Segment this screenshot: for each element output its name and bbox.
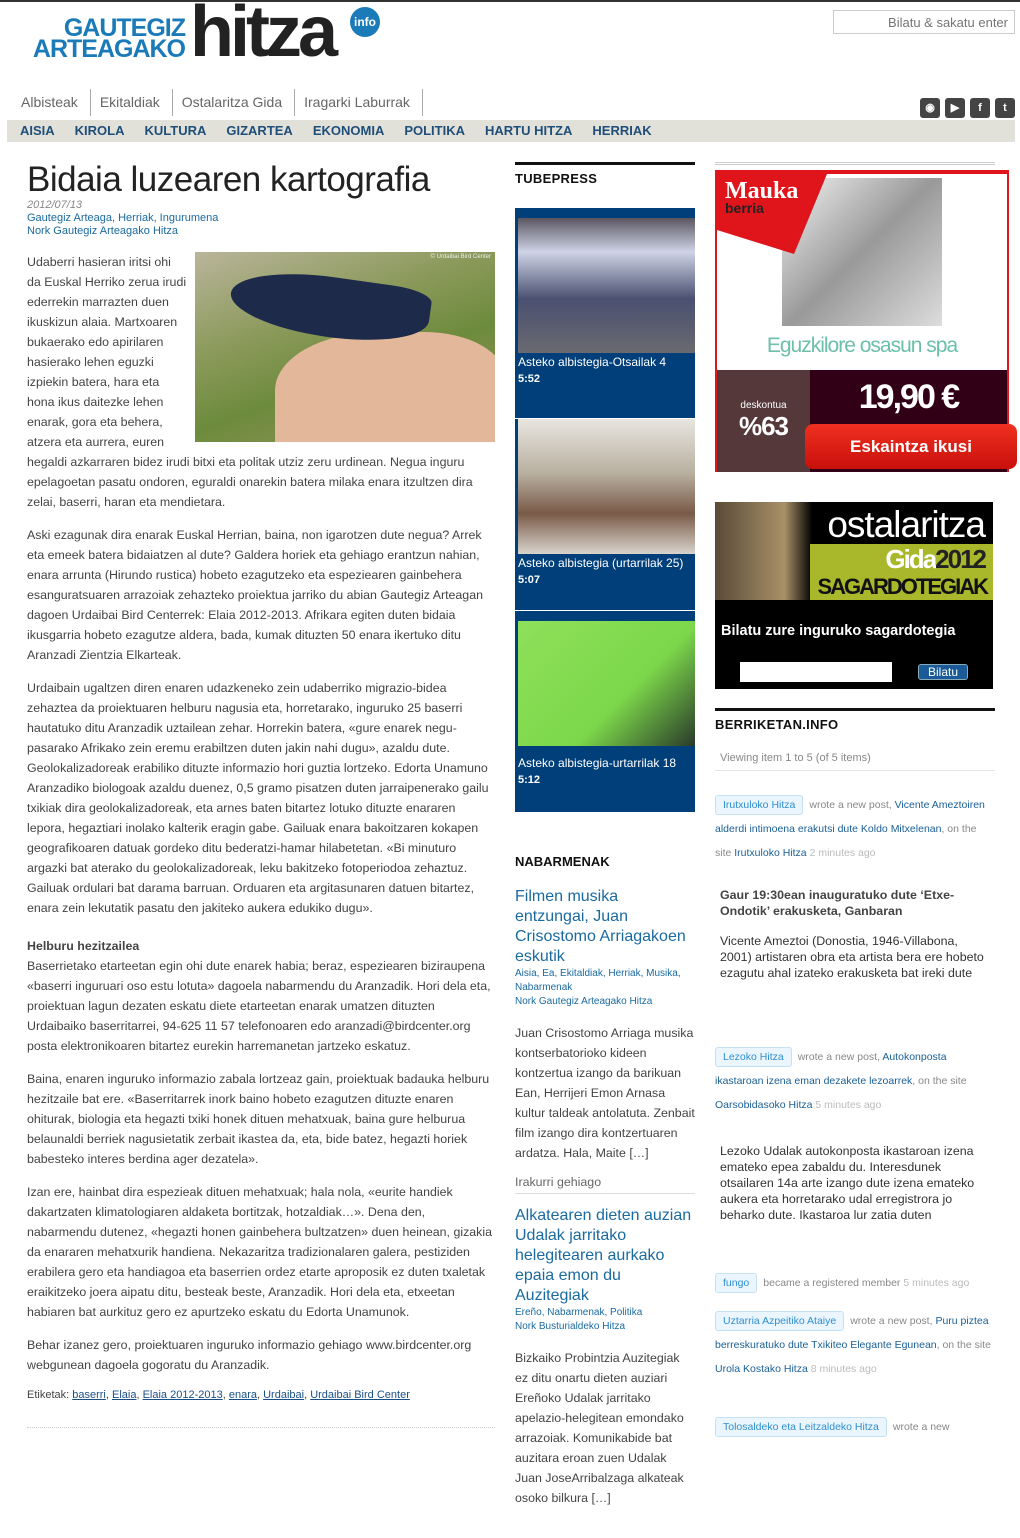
top-nav [12, 89, 423, 116]
video-thumbnail[interactable] [518, 621, 695, 746]
price: 19,90 € [810, 370, 1007, 472]
cat-kultura[interactable]: KULTURA [144, 123, 207, 138]
divider [27, 1427, 495, 1428]
tag-link[interactable]: Elaia [112, 1389, 137, 1401]
paragraph: Aski ezagunak dira enarak Euskal Herrian, baina, non igarotzen dute negua? Arrek eta emeek batera bidaiatzen al dute? Galdera horiek eta gehiago erantzun nahian, enara arrunta (Hirundo rustica) hobeto ezagutzeko eta espeziearen gainbehera esanguratsuaren arrazoiak zehazteko proiektua jarriko du abian Gautegiz Arteagan dagoen Urdaibai Bird Centerrek: Elaia 2012-2013. Afrikara egiten duten bidaia ikusgarria hobeto ezagutze aldera, bada, kumak dituzten 50 enara ikertuko ditu Aranzadi Zientzia Elkarteak. [27, 528, 483, 662]
read-more-link[interactable]: Irakurri gehiago [515, 1175, 695, 1194]
mauka-ad[interactable]: Mauka berria Eguzkilore osasun spa deskontua %63 19,90 € Eskaintza ikusi [715, 170, 1009, 472]
category-bar [7, 120, 1015, 142]
video-item[interactable]: Asteko albistegia (urtarrilak 25) 5:07 [515, 419, 695, 610]
tag-link[interactable]: Urdaibai Bird Center [310, 1389, 410, 1401]
post-title[interactable]: Filmen musika entzungai, Juan Crisostomo Arriagakoen eskutik [515, 888, 686, 965]
cat-aisia[interactable]: AISIA [20, 123, 55, 138]
article-title: Bidaia luzearen kartografia [27, 160, 430, 199]
cat-ekonomia[interactable]: EKONOMIA [312, 123, 385, 138]
logo-text[interactable]: GAUTEGIZ ARTEAGAKO [32, 14, 185, 63]
nav-iragarki[interactable]: Iragarki Laburrak [295, 89, 423, 116]
subheading: Helburu hezitzailea [27, 939, 140, 953]
video-thumbnail[interactable] [518, 218, 695, 353]
cat-kirola[interactable]: KIROLA [74, 123, 125, 138]
youtube-icon[interactable]: ▶ [945, 98, 965, 118]
article-categories[interactable]: Gautegiz Arteaga, Herriak, Ingurumena [27, 212, 219, 224]
swallow-photo: © Urdaibai Bird Center [195, 252, 495, 442]
video-item[interactable]: Asteko albistegia-Otsailak 4 5:52 [515, 208, 695, 418]
video-item[interactable]: Asteko albistegia-urtarrilak 18 5:12 [515, 611, 695, 812]
activity-item: Tolosaldeko eta Leitzaldeko Hitza wrote a new [715, 1415, 995, 1439]
middle-column: TUBEPRESS Asteko albistegia-Otsailak 4 5:52 Asteko albistegia (urtarrilak 25) 5:07 Asteko albistegia-urtarrilak 18 5:12 NABARMENAK Filmen musika entzungai, Juan Crisostomo Arriagakoen eskutik Aisia, Ea, Ekitaldiak, Herriak, Musika, Nabarmenak Nork Gautegiz Arteagako Hitza Juan Crisostomo Arriaga musika kontserbatorioko kideen kontzertua izango da barikuan Ean, Herrijeri Emon Arnasa kultur taldeak antolatuta. Zenbait film izango dira kontzertuaren ardatza. Hala, Maite […] Irakurri gehiago Alkatearen dieten auzian Udalak jarritako helegitearen aurkako epaia emon du Auzitegiak Ereño, Nabarmenak, Politika Nork Busturialdeko Hitza Bizkaiko Probintzia Auzitegiak ez ditu onartu dieten auziari Ereñoko Udalak jarritako apelazio-helegitean emondako arrazoiak. Komunikabide bat auzitara eroan zuen Udalak Juan JoseArribalzaga alkateak osoko bilkura […] [515, 162, 695, 1508]
bilatu-button[interactable]: Bilatu [918, 664, 968, 680]
offer-button[interactable]: Eskaintza ikusi [805, 424, 1017, 469]
ad-title: Eguzkilore osasun spa [766, 334, 958, 357]
paragraph: Baina, enaren inguruko informazio zabala lortzeaz gain, proiektuak badauka helburu hezitzaile bat ere. «Baserritarrek inork baino hobeto ezagutzen dituzte enaren ohiturak, biologia eta hegazti txiki honek dituen mehatxuak, baina gure helburua belaunaldi berriek nagusietatik zerbait ikastea da, eta, bide batez, hegazti horiek babesteko interes berdina ager dezatela». [27, 1072, 490, 1166]
article-author[interactable]: Nork Gautegiz Arteagako Hitza [27, 225, 179, 237]
logo-badge: info [350, 7, 380, 37]
nav-ekitaldiak[interactable]: Ekitaldiak [91, 89, 173, 116]
tags: Etiketak: baserri, Elaia, Elaia 2012-2013, enara, Urdaibai, Urdaibai Bird Center [27, 1389, 410, 1401]
paragraph: Udaberri hasieran iritsi ohi da Euskal Herriko zerua irudi ederrekin marrazten duen ikuskizun alaia. Martxoaren bukaerako edo apirilaren hasierako lehen eguzki izpiekin batera, hara eta hona ikus daitezke lehen enarak, gora eta behera, atzera eta aurrera, euren hegaldi azkarraren bidez irudi bitxi eta politak utziz zeru urdinean. Negua inguru epelagoetan pasatu ondoren, eguraldi onarekin batera milaka enara itzultzen dira zelai, baserri, haran eta mendietara. [27, 255, 473, 509]
tag-link[interactable]: Elaia 2012-2013 [142, 1389, 223, 1401]
article-date: 2012/07/13 [27, 199, 83, 211]
sagardotegi-search-input[interactable] [740, 662, 892, 682]
cat-politika[interactable]: POLITIKA [404, 123, 465, 138]
activity-item: fungo became a registered member 5 minutes ago [715, 1271, 995, 1295]
tag-link[interactable]: baserri [72, 1389, 106, 1401]
tag-link[interactable]: enara [228, 1389, 257, 1401]
nabarmenak-title: NABARMENAK [515, 854, 610, 869]
social-links [920, 98, 1015, 118]
article [27, 160, 495, 1428]
divider [715, 162, 995, 165]
logo-main[interactable]: hitza [190, 0, 335, 72]
activity-item: Irutxuloko Hitza wrote a new post, Vicente Ameztoiren alderdi intimoena erakutsi dute Koldo Mitxelenan, on the site Irutxuloko Hitza 2 minutes ago Gaur 19:30ean inauguratuko dute ‘Etxe-Ondotik’ erakusketa, Ganbaran Vicente Ameztoi (Donostia, 1946-Villabona, 2001) artistaren obra eta artista bera ere hobeto ezagutu ahal izateko erakusketa bat ireki dute [715, 793, 995, 981]
berriketan: BERRIKETAN.INFO Viewing item 1 to 5 (of 5 items) Irutxuloko Hitza wrote a new post, Vicente Ameztoiren alderdi intimoena erakutsi dute Koldo Mitxelenan, on the site Irutxuloko Hitza 2 minutes ago Gaur 19:30ean inauguratuko dute ‘Etxe-Ondotik’ erakusketa, Ganbaran Vicente Ameztoi (Donostia, 1946-Villabona, 2001) artistaren obra eta artista bera ere hobeto ezagutu ahal izateko erakusketa bat ireki dute Lezoko Hitza wrote a new post, Autokonposta ikastaroan izena eman dezakete lezoarrek, on the site Oarsobidasoko Hitza 5 minutes ago Lezoko Udalak autokonposta ikastaroan izena emateko epea zabaldu du. Interesdunek otsailaren 14a arte izango dute izena emateko aukera eta horretarako udal erregistrora jo beharko dute. Ikastaroa lur zatia duten fungo became a registered member 5 minutes ago Uztarria Azpeitiko Ataiye wrote a new post, Puru piztea berreskuratuko dute Txikiteo Elegante Egunean, on the site Urola Kostako Hitza 8 minutes ago Tolosaldeko eta Leitzaldeko Hitza wrote a new [715, 708, 995, 1439]
paragraph: Izan ere, hainbat dira espezieak dituen mehatxuak; hala nola, «eurite handiek dakartzaten klimatologiaren aldaketa bortitzak, hotzaldiak…». Dena den, nabarmendu dutenez, «hegazti honen gainbehera bultzatzen» duen heinean, gizakia da enararen mehatxurik handiena. Nekazaritza tradizionalaren galera, pestiziden erabilera gero eta handiagoa eta baserrien ordez etarte aproposik ez duten txaletak eraikitzeko joera aipatu ditu, besteak beste, Aranzadik. Hori dela eta, etxeetan habiaren bat aurkituz gero ez apurtzeko eskatu du Edorta Unamunok. [27, 1185, 493, 1319]
paragraph: Urdaibain ugaltzen diren enaren udazkeneko zein udaberriko migrazio-bidea zehaztea da proiektuaren helburu nagusia eta, horretarako, inguruko 25 baserri hautatuko ditu Aranzadik uztailean zehar. Horrekin batera, «gure enarek negu-pasarako Afrikako zein eremu erabiltzen duten jakin nahi dugu», azaldu dute. Geolokalizadoreak erabiliko dituzte informazio hori guztia lortzeko. Edorta Unamuno Aranzadiko biologoak azaldu duenez, 0,5 gramo pisatzen duten jarraipenerako gailu txikiak dira geolokalizadoreak, eta arnes baten bitartez lotuko dituzte enararen lepora, hegaztiari inolako kalterik eragin gabe. Gailuak enara bakoitzaren kokapen geografikoaren datuak gordeko ditu bederatzi-hamar hilabetetan. «Bi minuturo argazki bat aterako du geolokalizadoreak, leku bakitzeko fotoperiodoa zehaztuz. Gailuak ordulari bat darama barruan. Orduaren eta argitasunaren datuen bitartez, enara zein lekutatik pasatu den jakiteko aukera edukiko dugu». [27, 681, 489, 915]
ostalaritza-ad[interactable]: ostalaritza Gida2012 SAGARDOTEGIAK Bilatu zure inguruko sagardotegia Bilatu [715, 502, 993, 689]
paragraph: Behar izanez gero, proiektuaren inguruko informazio gehiago www.birdcenter.org webgunean dagoela gogoratu du Aranzadik. [27, 1338, 472, 1372]
activity-item: Uztarria Azpeitiko Ataiye wrote a new post, Puru piztea berreskuratuko dute Txikiteo Elegante Egunean, on the site Urola Kostako Hitza 8 minutes ago [715, 1309, 995, 1381]
post-title[interactable]: Alkatearen dieten auzian Udalak jarritako helegitearen aurkako epaia emon du Auzitegiak [515, 1207, 692, 1304]
video-thumbnail[interactable] [518, 419, 695, 554]
paragraph: Baserrietako etarteetan egin ohi dute enarek habia; beraz, espeziearen biziraupena «baserri inguruari oso estu lotuta» dagoela nabarmendu du Aranzadik. Hori dela eta, proiektuan lagun dezaten eskatu diete etarteetan enarak umatzen dituzten Urdaibaiko baserritarrei, 94-625 11 57 telefonoaren edo aranzadi@birdcenter.org posta elektronikoaren bitartez eurekin harremanetan jartzeko eskatuz. [27, 959, 491, 1053]
cat-gizartea[interactable]: GIZARTEA [226, 123, 293, 138]
activity-item: Lezoko Hitza wrote a new post, Autokonposta ikastaroan izena eman dezakete lezoarrek, on the site Oarsobidasoko Hitza 5 minutes ago Lezoko Udalak autokonposta ikastaroan izena emateko epea zabaldu du. Interesdunek otsailaren 14a arte izango dute izena emateko aukera eta horretarako udal erregistrora jo beharko dute. Ikastaroa lur zatia duten [715, 1045, 995, 1223]
cat-hartu-hitza[interactable]: HARTU HITZA [485, 123, 573, 138]
twitter-icon[interactable]: t [995, 98, 1015, 118]
cat-herriak[interactable]: HERRIAK [592, 123, 652, 138]
facebook-icon[interactable]: f [970, 98, 990, 118]
tubepress-title: TUBEPRESS [515, 162, 695, 186]
search-input[interactable] [833, 10, 1015, 34]
nav-albisteak[interactable]: Albisteak [12, 89, 91, 116]
nav-ostalaritza[interactable]: Ostalaritza Gida [173, 89, 295, 116]
tag-link[interactable]: Urdaibai [263, 1389, 305, 1401]
rss-icon[interactable]: ◉ [920, 98, 940, 118]
